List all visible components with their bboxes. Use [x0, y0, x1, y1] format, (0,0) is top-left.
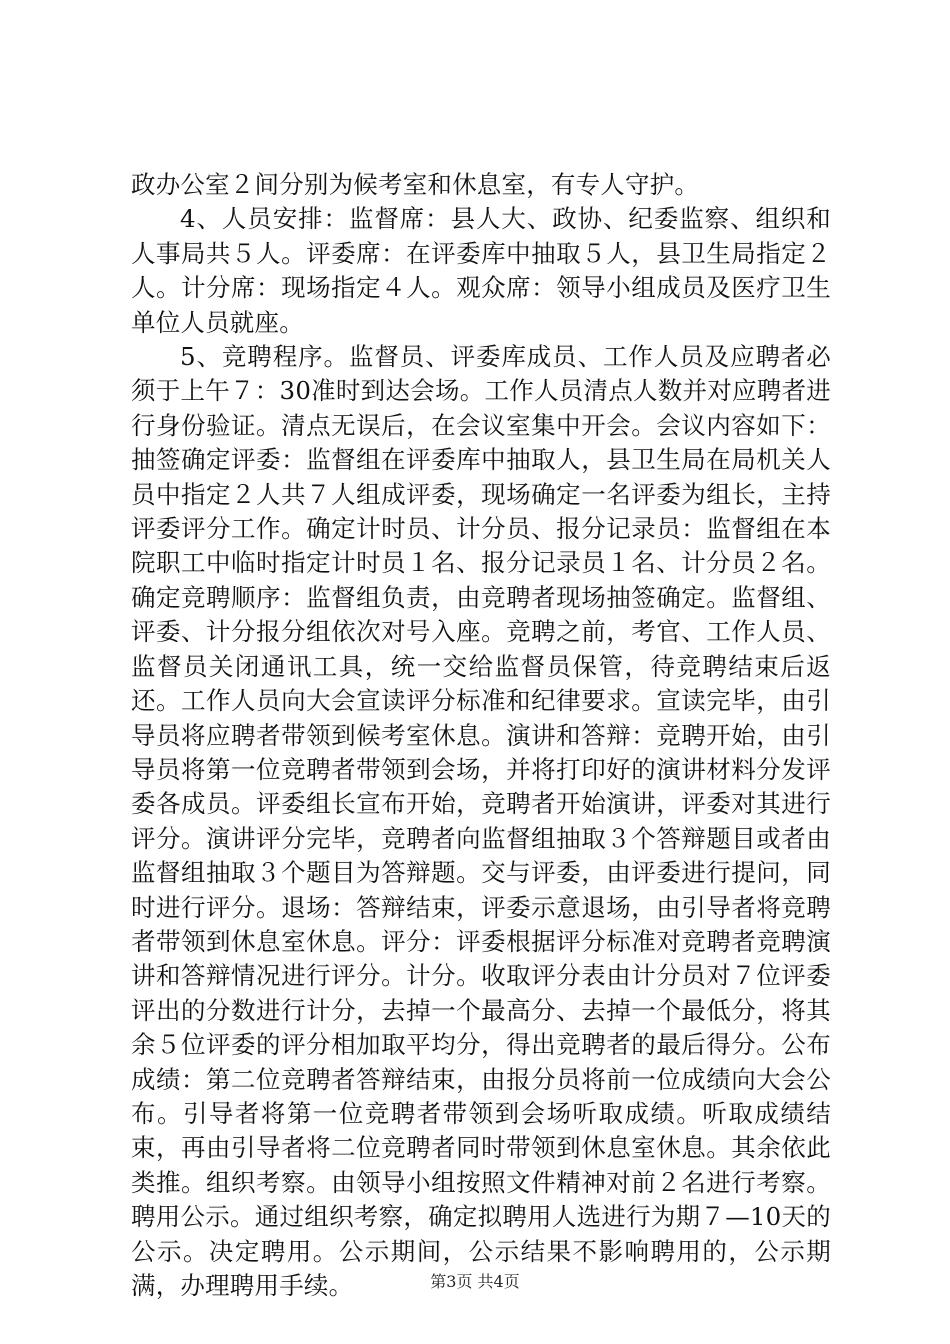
paragraph-staffing: 4、人员安排：监督席：县人大、政协、纪委监察、组织和人事局共５人。评委席：在评委库中抽取５人，县卫生局指定２人。计分席：现场指定４人。观众席：领导小组成员及医疗卫生单位人员就座。 [131, 204, 831, 337]
paragraph-continuation: 政办公室２间分别为候考室和休息室，有专人守护。 [131, 170, 700, 199]
document-body [131, 168, 831, 1303]
paragraph-procedure: 5、竞聘程序。监督员、评委库成员、工作人员及应聘者必须于上午７：30准时到达会场。工作人员清点人数并对应聘者进行身份验证。清点无误后，在会议室集中开会。会议内容如下：抽签确定评委：监督组在评委库中抽取人，县卫生局在局机关人员中指定２人共７人组成评委，现场确定一名评委为组长，主持评委评分工作。确定计时员、计分员、报分记录员：监督组在本院职工中临时指定计时员１名、报分记录员１名、计分员２名。确定竞聘顺序：监督组负责，由竞聘者现场抽签确定。监督组、评委、计分报分组依次对号入座。竞聘之前，考官、工作人员、监督员关闭通讯工具，统一交给监督员保管，待竞聘结束后返还。工作人员向大会宣读评分标准和纪律要求。宣读完毕，由引导员将应聘者带领到候考室休息。演讲和答辩：竞聘开始，由引导员将第一位竞聘者带领到会场，并将打印好的演讲材料分发评委各成员。评委组长宣布开始，竞聘者开始演讲，评委对其进行评分。演讲评分完毕，竞聘者向监督组抽取３个答辩题目或者由监督组抽取３个题目为答辩题。交与评委，由评委进行提问，同时进行评分。退场：答辩结束，评委示意退场，由引导者将竞聘者带领到休息室休息。评分：评委根据评分标准对竞聘者竞聘演讲和答辩情况进行评分。计分。收取评分表由计分员对７位评委评出的分数进行计分，去掉一个最高分、去掉一个最低分，将其余５位评委的评分相加取平均分，得出竞聘者的最后得分。公布成绩：第二位竞聘者答辩结束，由报分员将前一位成绩向大会公布。引导者将第一位竞聘者带领到会场听取成绩。听取成绩结束，再由引导者将二位竞聘者同时带领到休息室休息。其余依此类推。组织考察。由领导小组按照文件精神对前２名进行考察。聘用公示。通过组织考察，确定拟聘用人选进行为期７—10天的公示。决定聘用。公示期间，公示结果不影响聘用的，公示期满，办理聘用手续。 [131, 342, 831, 1300]
page-footer: 第3页 共4页 [430, 1272, 520, 1291]
